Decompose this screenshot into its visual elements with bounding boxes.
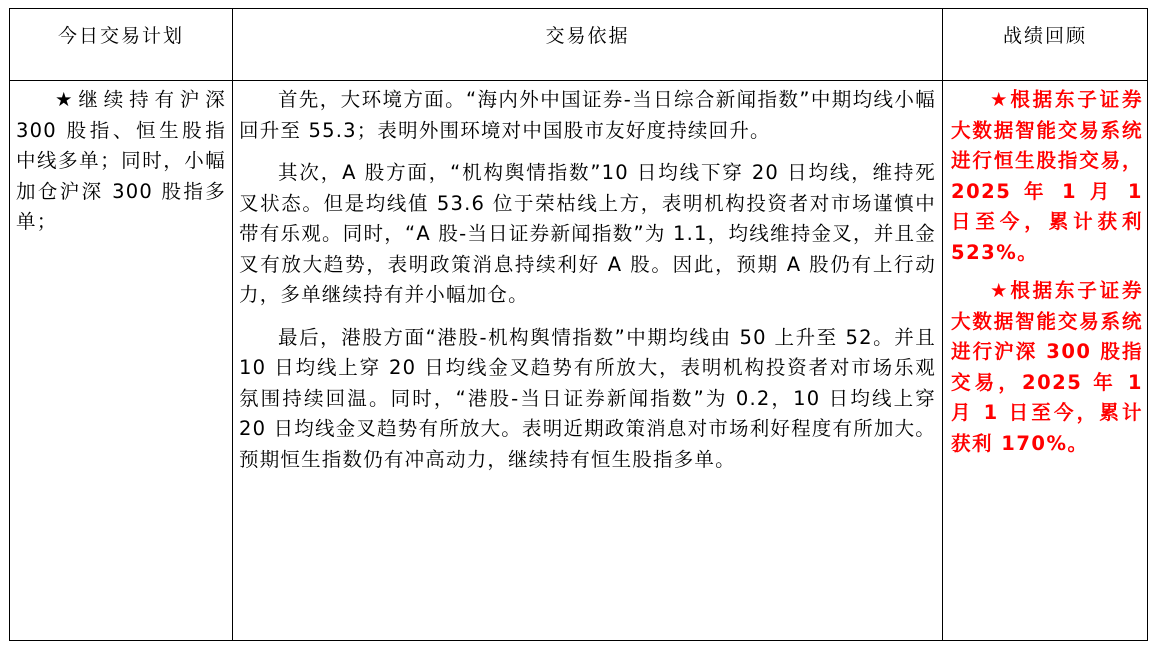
review-hang-seng: ★根据东子证券大数据智能交易系统进行恒生股指交易，2025 年 1 月 1 日至今，累计获利 523%。 — [951, 88, 1143, 264]
header-row — [10, 9, 1148, 81]
review-csi-300: ★根据东子证券大数据智能交易系统进行沪深 300 股指交易，2025 年 1 月 1 日至今，累计获利 170%。 — [951, 279, 1143, 455]
plan-text: ★继续持有沪深 300 股指、恒生股指中线多单；同时，小幅加仓沪深 300 股指多单； — [16, 88, 226, 233]
header-review: 战绩回顾 — [943, 9, 1148, 81]
plan-cell — [10, 81, 233, 641]
header-plan: 今日交易计划 — [10, 9, 233, 81]
basis-paragraph-hk-share: 最后，港股方面“港股-机构舆情指数”中期均线由 50 上升至 52。并且 10 日均线上穿 20 日均线金叉趋势有所放大，表明机构投资者对市场乐观氛围持续回温。同时，“港股-当日证券新闻指数”为 0.2，10 日均线上穿 20 日均线金叉趋势有所放大。表明近期政策消息对市场利好程度有所加大。预期恒生指数仍有冲高动力，继续持有恒生股指多单。 — [239, 325, 937, 471]
basis-cell — [233, 81, 943, 641]
content-row — [10, 81, 1148, 641]
trading-plan-table — [9, 8, 1148, 641]
header-basis: 交易依据 — [233, 9, 943, 81]
basis-paragraph-environment: 首先，大环境方面。“海内外中国证券-当日综合新闻指数”中期均线小幅回升至 55.3；表明外围环境对中国股市友好度持续回升。 — [239, 88, 936, 142]
review-cell — [943, 81, 1148, 641]
basis-paragraph-a-share: 其次，A 股方面，“机构舆情指数”10 日均线下穿 20 日均线，维持死叉状态。但是均线值 53.6 位于荣枯线上方，表明机构投资者对市场谨慎中带有乐观。同时，“A 股-当日证券新闻指数”为 1.1，均线维持金叉，并且金叉有放大趋势，表明政策消息持续利好 A 股。因此，预期 A 股仍有上行动力，多单继续持有并小幅加仓。 — [239, 161, 936, 306]
